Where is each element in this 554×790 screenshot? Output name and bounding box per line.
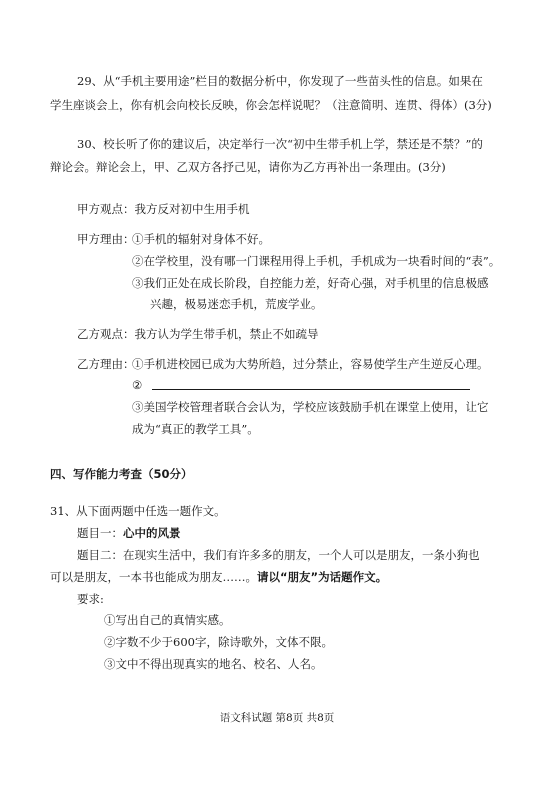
yi-reason-1: ①手机进校园已成为大势所趋，过分禁止，容易使学生产生逆反心理。 xyxy=(132,357,489,371)
jia-reason-3-cont: 兴趣，极易迷恋手机，荒废学业。 xyxy=(150,297,323,311)
topic-2-text: 可以是朋友，一本书也能成为朋友……。 xyxy=(50,570,257,584)
topic-2-line-1: 题目二：在现实生活中，我们有许多多的朋友，一个人可以是朋友，一条小狗也 xyxy=(77,548,480,562)
yi-reason-label: 乙方理由： xyxy=(77,357,135,371)
requirement-2: ②字数不少于600字，除诗歌外，文体不限。 xyxy=(104,635,333,649)
topic-1-label: 题目一： xyxy=(77,526,123,540)
answer-blank-line[interactable] xyxy=(152,389,470,390)
requirement-1: ①写出自己的真情实感。 xyxy=(104,613,231,627)
jia-reason-label: 甲方理由： xyxy=(77,232,135,246)
topic-2-instruction: 请以“朋友”为话题作文。 xyxy=(257,570,388,584)
yi-reason-2-marker: ② xyxy=(132,378,143,392)
yi-reason-3: ③美国学校管理者联合会认为，学校应该鼓励手机在课堂上使用，让它 xyxy=(132,400,489,414)
requirements-label: 要求: xyxy=(77,592,104,606)
topic-2-line-2 xyxy=(50,569,387,585)
yi-reason-3-cont: 成为“真正的教学工具”。 xyxy=(132,422,259,436)
q29-line-2: 学生座谈会上，你有机会向校长反映，你会怎样说呢？（注意简明、连贯、得体）(3分) xyxy=(50,98,492,112)
section-4-heading: 四、写作能力考查（50分） xyxy=(50,467,193,481)
q30-line-1: 30、校长听了你的建议后，决定举行一次“初中生带手机上学，禁还是不禁？”的 xyxy=(77,137,483,151)
q29-line-1: 29、从“手机主要用途”栏目的数据分析中，你发现了一些苗头性的信息。如果在 xyxy=(77,74,483,88)
yi-view: 乙方观点：我方认为学生带手机，禁止不如疏导 xyxy=(77,327,319,341)
jia-reason-1: ①手机的辐射对身体不好。 xyxy=(132,232,270,246)
topic-1-title: 心中的风景 xyxy=(123,526,181,540)
requirement-3: ③文中不得出现真实的地名、校名、人名。 xyxy=(104,657,323,671)
jia-view: 甲方观点：我方反对初中生用手机 xyxy=(77,202,250,216)
jia-reason-3: ③我们正处在成长阶段，自控能力差，好奇心强，对手机里的信息极感 xyxy=(132,276,489,290)
jia-reason-2: ②在学校里，没有哪一门课程用得上手机，手机成为一块看时间的“表”。 xyxy=(132,254,501,268)
topic-1 xyxy=(77,525,181,541)
page-footer: 语文科试题 第8页 共8页 xyxy=(219,712,335,724)
q31-intro: 31、从下面两题中任选一题作文。 xyxy=(50,504,226,518)
q30-line-2: 辩论会。辩论会上，甲、乙双方各抒己见，请你为乙方再补出一条理由。(3分) xyxy=(50,160,446,174)
